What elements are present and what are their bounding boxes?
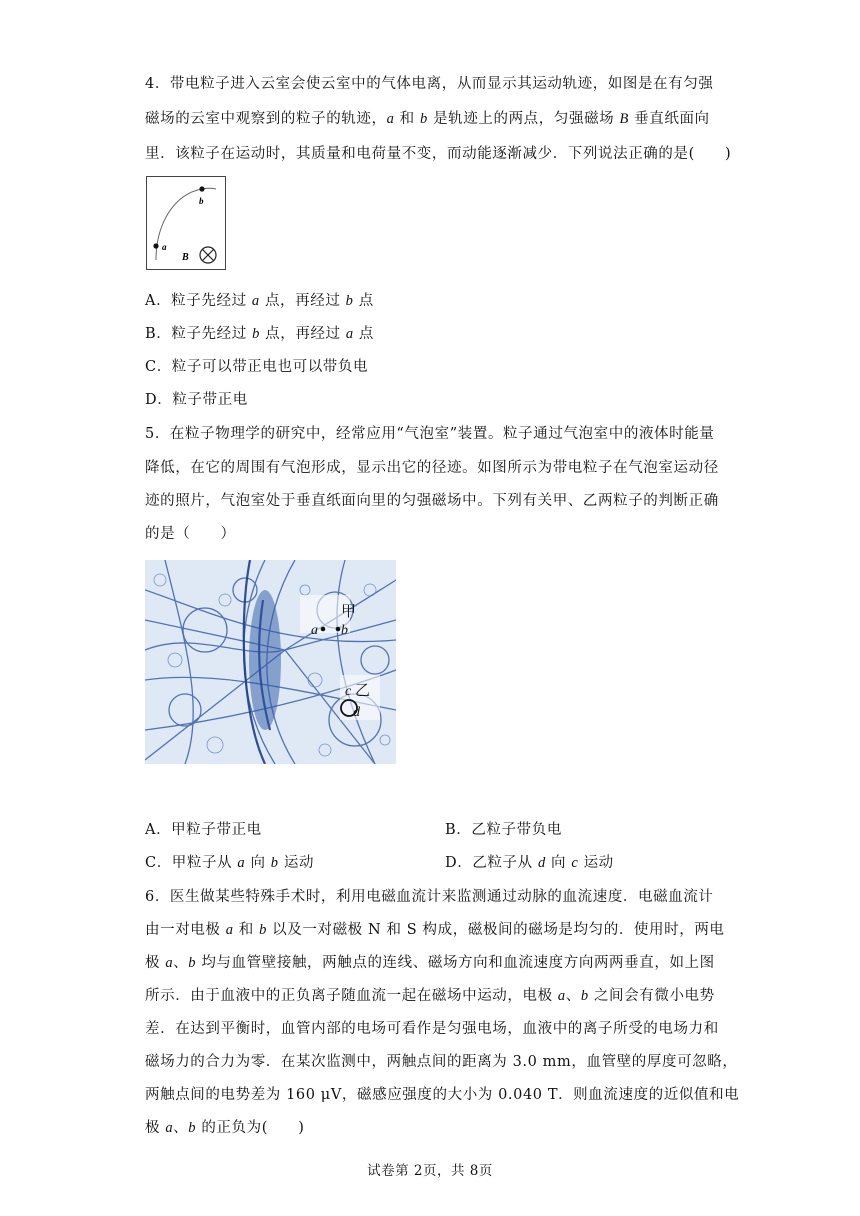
q6-line-6: 磁场力的合力为零．在某次监测中，两触点间的距离为 3.0 mm，血管壁的厚度可忽略， <box>145 1054 738 1070</box>
q6-line-7: 两触点间的电势差为 160 μV，磁感应强度的大小为 0.040 T．则血流速度的近似值和电 <box>145 1087 740 1103</box>
q4-option-b: B．粒子先经过 b 点，再经过 a 点 <box>145 326 375 342</box>
q4-option-a: A．粒子先经过 a 点，再经过 b 点 <box>145 293 374 309</box>
fig-label-jia: 甲 <box>341 602 357 620</box>
fig-label-c: c <box>345 684 352 699</box>
q5-option-c: C．甲粒子从 a 向 b 运动 <box>145 855 315 871</box>
fig-label-a: a <box>162 242 167 252</box>
q5-line-3: 迹的照片，气泡室处于垂直纸面向里的匀强磁场中。下列有关甲、乙两粒子的判断正确 <box>145 493 719 509</box>
q5-option-a: A．甲粒子带正电 <box>145 822 262 838</box>
q4-line-2: 磁场的云室中观察到的粒子的轨迹，a 和 b 是轨迹上的两点，匀强磁场 B 垂直纸面向 <box>145 111 710 127</box>
q5-line-2: 降低，在它的周围有气泡形成，显示出它的径迹。如图所示为带电粒子在气泡室运动径 <box>145 460 719 476</box>
q4-line-1: 4．带电粒子进入云室会使云室中的气体电离，从而显示其运动轨迹，如图是在有匀强 <box>145 76 714 92</box>
fig-label-b: b <box>199 196 204 206</box>
q6-line-3: 极 a、b 均与血管壁接触，两触点的连线、磁场方向和血流速度方向两两垂直，如上图 <box>145 955 715 971</box>
fig-label-yi: 乙 <box>355 681 371 699</box>
q4-line-3: 里．该粒子在运动时，其质量和电荷量不变，而动能逐渐减少．下列说法正确的是( ) <box>145 146 732 162</box>
page-footer: 试卷第 2页，共 8页 <box>367 1163 493 1179</box>
fig-label-a2: a <box>311 623 318 638</box>
q6-line-2: 由一对电极 a 和 b 以及一对磁极 N 和 S 构成，磁极间的磁场是均匀的．使用时，两电 <box>145 922 725 938</box>
q5-option-b: B．乙粒子带负电 <box>445 822 562 838</box>
fig-label-b2: b <box>341 623 348 638</box>
q5-line-1: 5．在粒子物理学的研究中，经常应用“气泡室”装置。粒子通过气泡室中的液体时能量 <box>145 426 715 442</box>
q4-cloud-chamber-figure <box>146 176 226 270</box>
fig-label-B: B <box>182 252 189 263</box>
q5-option-d: D．乙粒子从 d 向 c 运动 <box>445 855 614 871</box>
fig-label-d: d <box>353 705 360 720</box>
q6-line-5: 差．在达到平衡时，血管内部的电场可看作是匀强电场，血液中的离子所受的电场力和 <box>145 1021 719 1037</box>
q5-bubble-chamber-photo <box>145 560 396 764</box>
q6-line-8: 极 a、b 的正负为( ) <box>145 1120 305 1136</box>
q5-line-4: 的是（ ） <box>145 526 236 542</box>
q4-option-c: C．粒子可以带正电也可以带负电 <box>145 359 369 375</box>
q4-option-d: D．粒子带正电 <box>145 392 248 408</box>
q6-line-1: 6．医生做某些特殊手术时，利用电磁血流计来监测通过动脉的血流速度．电磁血流计 <box>145 889 714 905</box>
q6-line-4: 所示．由于血液中的正负离子随血流一起在磁场中运动，电极 a、b 之间会有微小电势 <box>145 988 715 1004</box>
